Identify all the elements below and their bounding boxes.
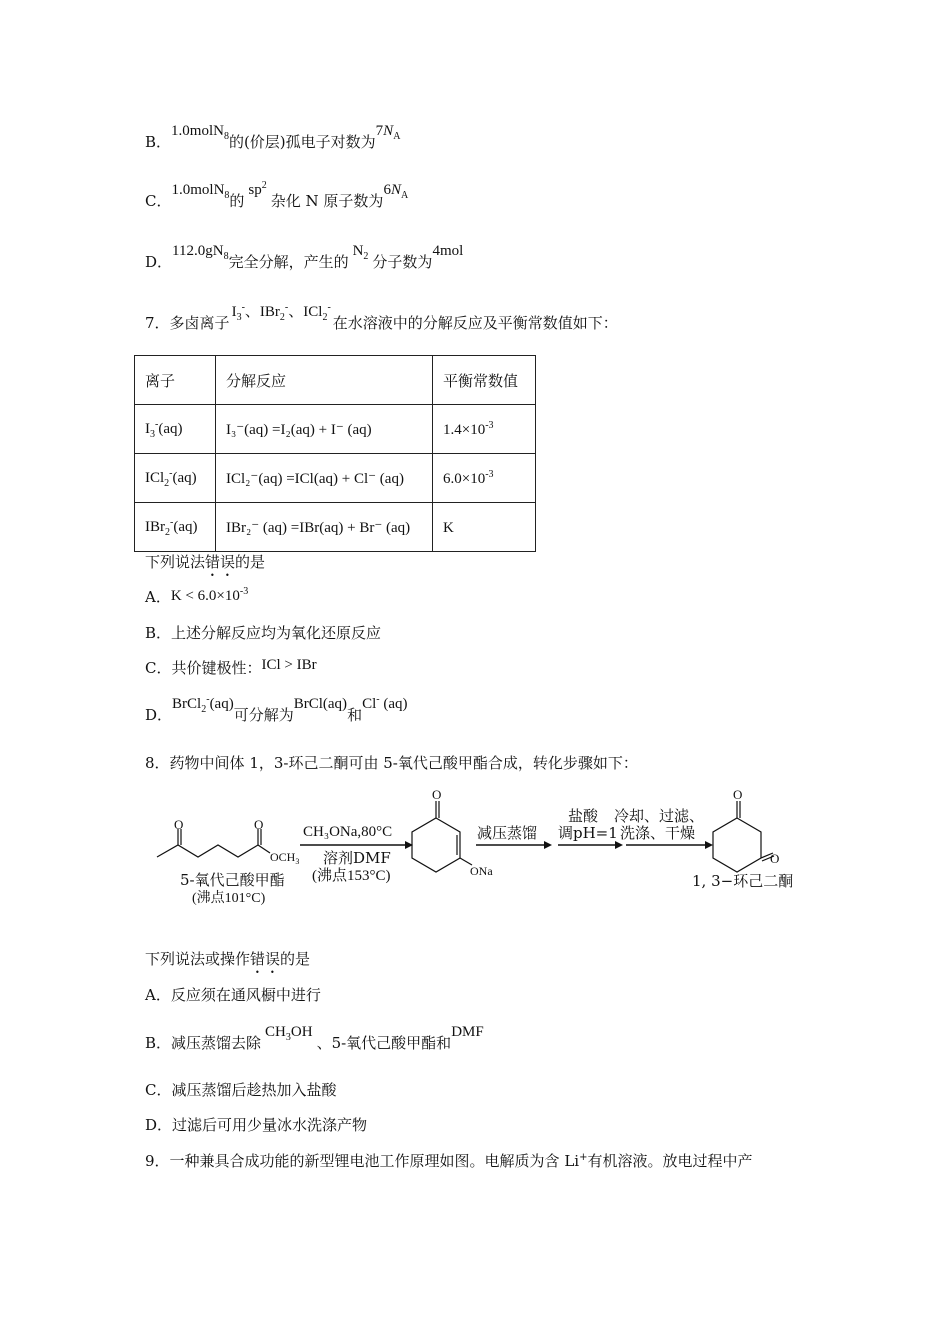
q7-stem: 7．多卤离子$I_3^-$、IBr$_2$-、ICl$_2$-在水溶液中的分解反应及平衡常数值如下： <box>145 302 618 332</box>
step4-arrowhead <box>705 841 713 849</box>
table-row <box>135 503 536 552</box>
start-molecule <box>157 829 270 857</box>
ion-cell: $I_3^-(aq)$ <box>135 405 216 454</box>
ester-label: $OCH_3$ <box>270 850 300 866</box>
table-header: 分解反应 <box>216 356 433 405</box>
intermediate-o-label: O <box>432 787 442 802</box>
start-bp: (沸点101°C) <box>192 891 266 906</box>
q7-option-d: D．BrCl$_2$-(aq)可分解为BrCl(aq)和Cl- (aq) <box>145 694 408 724</box>
reaction-cell: I₃⁻(aq) =I₂(aq) + I⁻ (aq) <box>216 405 433 454</box>
step4-top: 冷却、过滤、 <box>614 807 705 825</box>
step3-bottom: 调pH=1 <box>558 824 618 842</box>
step2-arrowhead <box>544 841 552 849</box>
k-cell: $1.4\times 10^{-3}$ <box>433 405 536 454</box>
start-name: 5-氧代己酸甲酯 <box>180 871 285 889</box>
k-cell: $6.0\times 10^{-3}$ <box>433 454 536 503</box>
table-header: 离子 <box>135 356 216 405</box>
reaction-cell: IBr₂⁻ (aq) =IBr(aq) + Br⁻ (aq) <box>216 503 433 552</box>
q9-stem: 9．一种兼具合成功能的新型锂电池工作原理如图。电解质为含 Li+有机溶液。放电过程中产 <box>145 1152 753 1170</box>
ketone-o-label: O <box>174 817 184 832</box>
product-o1-label: O <box>733 787 743 802</box>
q7-option-a: A．$K < 6.0\times 10^{-3}$ <box>145 586 249 606</box>
q6-option-d: D．$112.0gN_8$完全分解，产生的$N_2$ 分子数为4mol <box>145 243 464 271</box>
step2-label: 减压蒸馏 <box>477 824 538 842</box>
q7-option-b: B．上述分解反应均为氧化还原反应 <box>145 624 382 642</box>
intermediate-ona-label: ONa <box>470 864 493 878</box>
q8-option-d: D．过滤后可用少量冰水洗涤产物 <box>145 1116 368 1134</box>
ion-cell: IBr$_2$-(aq) <box>135 503 216 552</box>
q8-option-c: C．减压蒸馏后趁热加入盐酸 <box>145 1081 337 1099</box>
step1-solvent: 溶剂DMF <box>323 849 391 867</box>
step4-bottom: 洗涤、干燥 <box>620 824 696 842</box>
product-o2-label: O <box>770 851 780 866</box>
q8-question: 下列说法或操作错误的是 <box>145 950 311 968</box>
k-cell: K <box>433 503 536 552</box>
table-row <box>135 454 536 503</box>
product-molecule <box>713 801 774 872</box>
q7-question: 下列说法错误的是 <box>145 553 266 571</box>
ester-o-label: O <box>254 817 264 832</box>
equilibrium-table <box>134 355 536 552</box>
ion-cell: ICl$_2$-(aq) <box>135 454 216 503</box>
table-row <box>135 405 536 454</box>
step1-bp: (沸点153°C) <box>312 868 391 884</box>
product-name: 1, 3−环己二酮 <box>692 872 794 890</box>
reaction-cell: ICl₂⁻(aq) =ICl(aq) + Cl⁻ (aq) <box>216 454 433 503</box>
q8-option-a: A．反应须在通风橱中进行 <box>145 986 321 1004</box>
q8-option-b: B．减压蒸馏去除$CH_3OH$、5-氧代己酸甲酯和DMF <box>145 1024 484 1052</box>
intermediate-molecule <box>412 801 472 872</box>
table-header-row <box>135 356 536 405</box>
step1-reagent: CH₃ONa,80°C <box>303 824 393 840</box>
table-header: 平衡常数值 <box>433 356 536 405</box>
q6-option-c: C．1.0molN$_8$的$sp^2$杂化 N 原子数为$6N_A$ <box>145 180 409 210</box>
reaction-scheme <box>140 785 840 915</box>
q8-stem: 8．药物中间体 1，3-环己二酮可由 5-氧代己酸甲酯合成，转化步骤如下： <box>145 754 638 772</box>
q6-option-b: B．1.0molN$_8$的(价层)孤电子对数为$7N_A$ <box>145 123 401 151</box>
step3-arrowhead <box>615 841 623 849</box>
step3-top: 盐酸 <box>568 807 599 825</box>
q7-option-c: C．共价键极性：ICl > IBr <box>145 657 317 677</box>
